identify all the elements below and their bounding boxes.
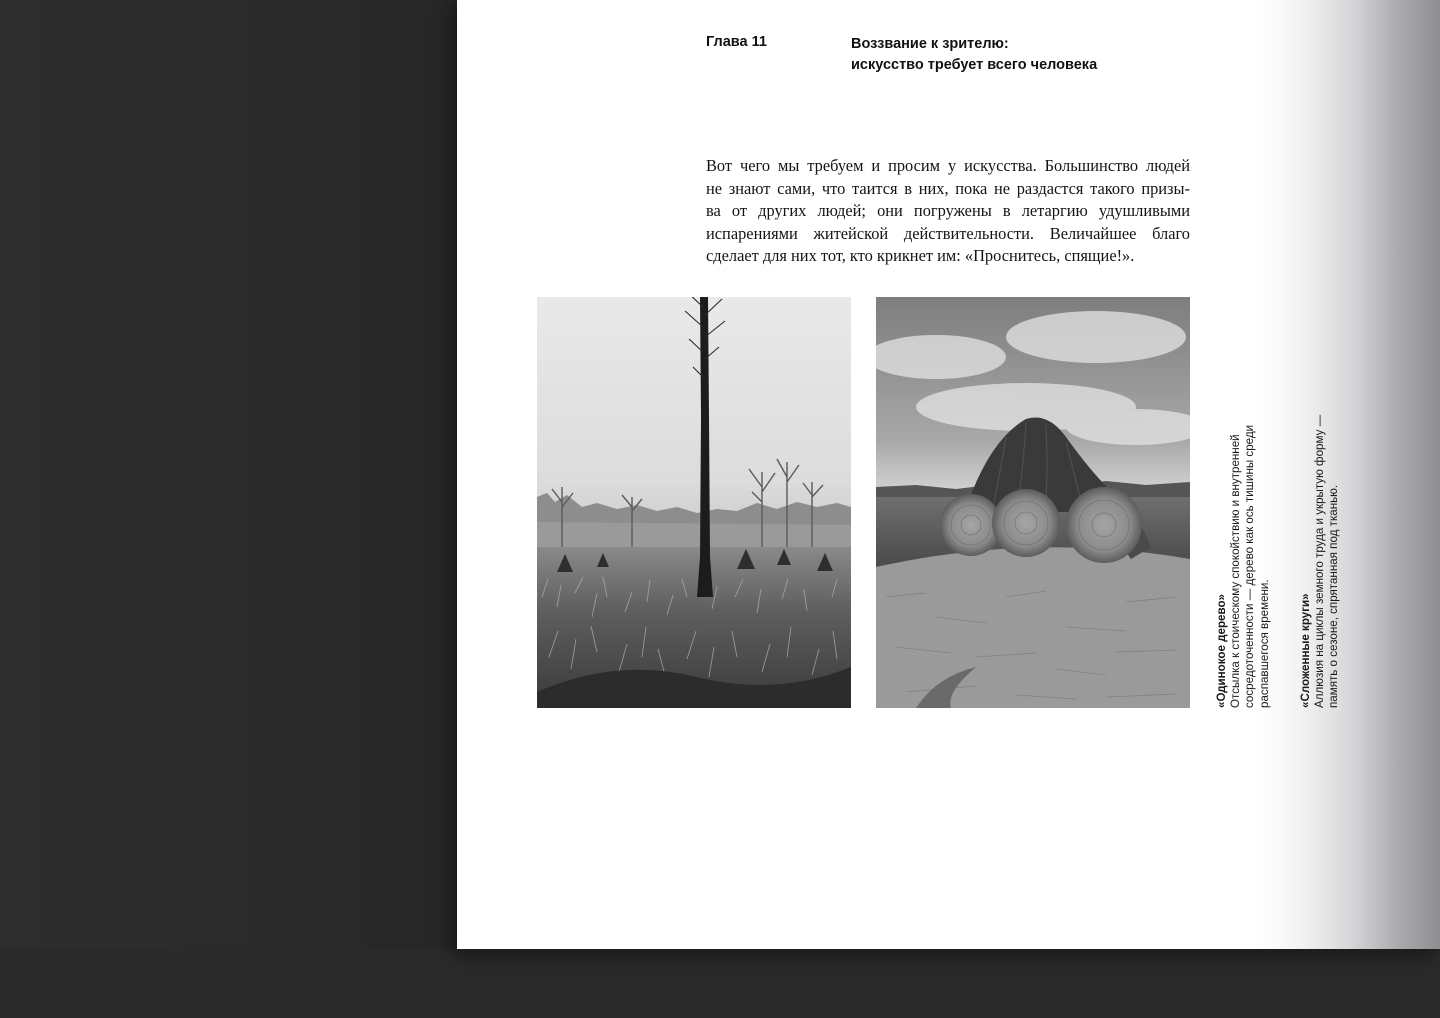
caption-line: сосредоточенности — дерево как ось тишины среди [1243, 424, 1257, 708]
chapter-label: Глава 11 [706, 34, 767, 50]
body-line: сделает для них тот, кто крикнет им: «Проснитесь, спящие!». [706, 246, 1135, 266]
desk-background [0, 0, 457, 1018]
body-paragraph [706, 155, 1190, 268]
caption-line: распавшегося времени. [1257, 579, 1271, 708]
caption-line: Отсылка к стоическому спокойствию и внутренней [1229, 434, 1243, 708]
chapter-title-line: искусство требует всего человека [851, 57, 1098, 73]
body-line: Вот чего мы требуем и просим у искусства. Большинство людей [706, 156, 1190, 175]
body-line: испарениями житейской действительности. Величайшее благо [706, 223, 1190, 243]
caption-title: «Сложенные круги» [1299, 593, 1312, 708]
caption-title: «Одинокое дерево» [1215, 594, 1228, 708]
caption-line: Аллюзия на циклы земного труда и укрытую форму — [1313, 414, 1327, 708]
body-line: ва от других людей; они погружены в летаргию удушливыми [706, 201, 1190, 221]
caption-line: память о сезоне, спрятанная под тканью. [1327, 484, 1341, 708]
photo-lone-tree [537, 297, 851, 708]
chapter-title [851, 34, 1097, 76]
photo-hay-bales [876, 297, 1190, 708]
chapter-title-line: Воззвание к зрителю: [851, 36, 1009, 52]
body-line: не знают сами, что таится в них, пока не раздастся такого призы- [706, 178, 1190, 198]
desk-background-bottom [0, 949, 1440, 1018]
